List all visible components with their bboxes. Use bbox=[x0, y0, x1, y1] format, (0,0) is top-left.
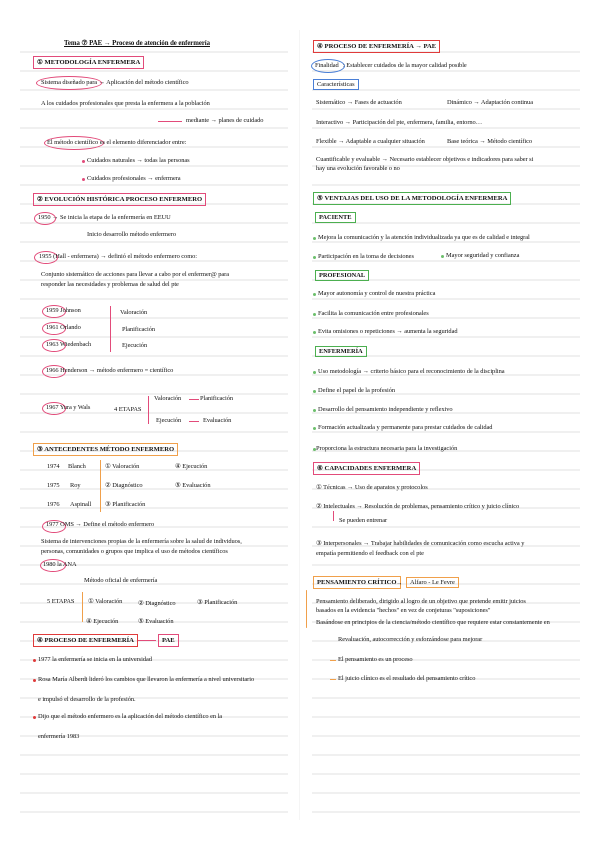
enfermeria-2: Define el papel de la profesión bbox=[318, 387, 396, 394]
pensamiento-4: Revaluación, autocorrección y esforzándose para mejorar bbox=[338, 636, 483, 643]
heading-metodologia: ① METODOLOGÍA ENFERMERA bbox=[33, 56, 144, 69]
pensamiento-6: El juicio clínico es el resultado del pensamiento crítico bbox=[338, 675, 476, 682]
s4-b2b: e impulsó el desarrollo de la profesión. bbox=[38, 696, 136, 703]
s2-line-4: Conjunto sistemático de acciones para llevar a cabo por el enfermer@ para bbox=[41, 271, 230, 278]
car-1a: Sistemático → Fases de actuación bbox=[316, 99, 402, 106]
sub-profesional: PROFESIONAL bbox=[315, 270, 369, 281]
s2-line-7: 1967 Yura y Wals bbox=[46, 404, 91, 411]
bullet bbox=[313, 293, 316, 296]
s2-line-6: 1966 Henderson → método enfermero = científico bbox=[46, 367, 174, 374]
bullet bbox=[33, 659, 36, 662]
ant-row-2-a: ② Diagnóstico bbox=[105, 482, 143, 489]
paciente-3: Mayor seguridad y confianza bbox=[446, 252, 520, 259]
s2-line-1: 1950 → Se inicia la etapa de la enfermería en EEUU bbox=[38, 214, 171, 221]
bracket bbox=[148, 396, 149, 424]
bullet bbox=[441, 255, 444, 258]
bullet bbox=[82, 178, 85, 181]
caracteristicas-label: Características bbox=[313, 79, 359, 90]
pae-tag: PAE bbox=[158, 634, 179, 647]
capacidad-2: ② Intelectuales → Resolución de problemas, pensamiento crítico y juicio clínico bbox=[316, 503, 520, 510]
autor-tag: Alfaro - Le Fevre bbox=[406, 577, 459, 588]
enfermeria-1: Uso metodología → criterio básico para el reconocimiento de la disciplina bbox=[318, 368, 505, 375]
s2-line-3: 1955 (Hall - enfermera) → definió el método enfermero como: bbox=[39, 253, 197, 260]
s4-b1: 1977 la enfermería se inicia en la universidad bbox=[38, 656, 152, 663]
arrow: → bbox=[396, 580, 403, 587]
stage-5-2: ② Diagnóstico bbox=[138, 600, 176, 607]
sub-paciente: PACIENTE bbox=[315, 212, 356, 223]
pensamiento-1: Pensamiento deliberado, dirigido al logro de un objetivo que pretende emitir juicios bbox=[316, 598, 526, 605]
s1-line-5: Cuidados naturales → todas las personas bbox=[87, 157, 190, 164]
s1-line-3: mediante → planes de cuidado bbox=[186, 117, 264, 124]
bullet bbox=[82, 160, 85, 163]
bullet bbox=[313, 237, 316, 240]
heading-antecedentes: ③ ANTECEDENTES MÉTODO ENFERMERO bbox=[33, 443, 178, 456]
stage-evaluacion: Evaluación bbox=[203, 417, 232, 424]
s1-line-4: El método científico es el elemento diferenciador entre: bbox=[47, 139, 187, 146]
capacidad-2b: Se pueden entrenar bbox=[339, 517, 388, 524]
stage-5-3: ③ Planificación bbox=[197, 599, 238, 606]
finalidad-label: Finalidad bbox=[315, 62, 339, 69]
bullet bbox=[313, 313, 316, 316]
s3-line-1: Sistema de intervenciones propias de la enfermería sobre la salud de individuos, bbox=[41, 538, 242, 545]
s2-line-5: responder las necesidades y problemas de salud del pte bbox=[41, 281, 179, 288]
bullet bbox=[313, 409, 316, 412]
profesional-1: Mayor autonomía y control de nuestra práctica bbox=[318, 290, 436, 297]
bullet bbox=[33, 716, 36, 719]
ana-line: 1980 la ANA bbox=[43, 561, 77, 568]
stage-ejecucion: Ejecución bbox=[156, 417, 182, 424]
ant-row-2-year: 1975 bbox=[47, 482, 60, 489]
heading-proceso-right: ④ PROCESO DE ENFERMERÍA → PAE bbox=[313, 40, 440, 53]
enfermeria-3: Desarrollo del pensamiento independiente y reflexivo bbox=[318, 406, 453, 413]
car-3a: Flexible → Adaptable a cualquier situación bbox=[316, 138, 425, 145]
pink-dash bbox=[189, 421, 199, 422]
car-4: Cuantificable y evaluable → Necesario establecer objetivos e indicadores para saber si bbox=[316, 156, 534, 163]
connector bbox=[333, 511, 334, 521]
heading-pensamiento: PENSAMIENTO CRÍTICO bbox=[313, 576, 401, 589]
stage-valoracion: Valoración bbox=[154, 395, 182, 402]
etapas-5-label: 5 ETAPAS bbox=[47, 598, 75, 605]
ant-row-2-author: Roy bbox=[70, 482, 81, 489]
profesional-2: Facilita la comunicación entre profesionales bbox=[318, 310, 429, 317]
bullet bbox=[313, 331, 316, 334]
s1-line-1: Sistema diseñado para → Aplicación del método científico bbox=[41, 79, 189, 86]
paciente-2: Participación en la toma de decisiones bbox=[318, 253, 414, 260]
ant-row-1-b: ④ Ejecución bbox=[175, 463, 208, 470]
stage-5-1: ① Valoración bbox=[88, 598, 123, 605]
bracket bbox=[100, 460, 101, 512]
theorist-3-phase: Ejecución bbox=[122, 342, 148, 349]
s1-line-2: A los cuidados profesionales que presta la enfermera a la población bbox=[41, 100, 210, 107]
heading-capacidades: ⑥ CAPACIDADES ENFERMERA bbox=[313, 462, 420, 475]
capacidad-3b: empatía permitiendo el feedback con el pte bbox=[316, 550, 424, 557]
theorist-1-phase: Valoración bbox=[120, 309, 148, 316]
s2-line-2: Inicio desarrollo método enfermero bbox=[87, 231, 176, 238]
s4-b3b: enfermería 1983 bbox=[38, 733, 80, 740]
ant-row-3-year: 1976 bbox=[47, 501, 60, 508]
pensamiento-5: El pensamiento es un proceso bbox=[338, 656, 413, 663]
car-1b: Dinámico → Adaptación continua bbox=[447, 99, 533, 106]
stage-5-4: ④ Ejecución bbox=[86, 618, 119, 625]
heading-ventajas: ⑤ VENTAJAS DEL USO DE LA METODOLOGÍA ENFERMERA bbox=[313, 192, 511, 205]
theorist-1: 1959 Johnson bbox=[46, 307, 81, 314]
bullet bbox=[313, 256, 316, 259]
stage-5-5: ⑤ Evaluación bbox=[138, 618, 174, 625]
pink-arrow bbox=[138, 640, 156, 641]
capacidad-3: ③ Interpersonales → Trabajar habilidades de comunicación como escucha activa y bbox=[316, 540, 525, 547]
enfermeria-4: Formación actualizada y permanente para prestar cuidados de calidad bbox=[318, 424, 493, 431]
enfermeria-5: Proporciona la estructura necesaria para la investigación bbox=[316, 445, 458, 452]
ant-row-1-year: 1974 bbox=[47, 463, 60, 470]
ant-row-3-author: Aspinall bbox=[70, 501, 92, 508]
orange-dash bbox=[330, 679, 336, 680]
bracket bbox=[306, 590, 307, 628]
ant-row-1-a: ① Valoración bbox=[105, 463, 140, 470]
oficial-line: Método oficial de enfermería bbox=[84, 577, 158, 584]
orange-dash bbox=[330, 660, 336, 661]
heading-evolucion: ② EVOLUCIÓN HISTÓRICA PROCESO ENFERMERO bbox=[33, 193, 206, 206]
s4-b2: Rosa María Alberdi lideró los cambios que llevaron la enfermería a nivel universitario bbox=[38, 676, 255, 683]
bullet bbox=[313, 390, 316, 393]
bracket bbox=[110, 306, 111, 352]
car-3b: Base teórica → Método científico bbox=[447, 138, 532, 145]
car-2: Interactivo → Participación del pte, enfermera, familia, entorno… bbox=[316, 119, 483, 126]
s1-line-6: Cuidados profesionales → enfermera bbox=[87, 175, 181, 182]
pink-dash bbox=[158, 121, 182, 122]
finalidad-text: : Establecer cuidados de la mayor calidad posible bbox=[343, 62, 467, 69]
page-title: Tema ⑦ PAE → Proceso de atención de enfermería bbox=[64, 40, 210, 47]
s3-line-2: personas, comunidades o grupos que implica el uso de métodos científicos bbox=[41, 548, 228, 555]
stage-planificacion: Planificación bbox=[200, 395, 234, 402]
s4-b3: Dijo que el método enfermero es la aplicación del método científico en la bbox=[38, 713, 223, 720]
ant-row-1-author: Blanch bbox=[68, 463, 86, 470]
sub-enfermeria: ENFERMERÍA bbox=[315, 346, 367, 357]
bracket bbox=[82, 592, 83, 622]
theorist-2-phase: Planificación bbox=[122, 326, 156, 333]
bullet bbox=[313, 427, 316, 430]
ant-row-3-a: ③ Planificación bbox=[105, 501, 146, 508]
pensamiento-3: Basándose en principios de la ciencia/método científico que requiere estar constantemente en bbox=[316, 619, 550, 626]
theorist-2: 1961 Orlando bbox=[46, 324, 81, 331]
ant-row-2-b: ⑤ Evaluación bbox=[175, 482, 211, 489]
capacidad-1: ① Técnicas → Uso de aparatos y protocolos bbox=[316, 484, 428, 491]
profesional-3: Evita omisiones o repeticiones → aumenta la seguridad bbox=[318, 328, 458, 335]
bullet bbox=[313, 371, 316, 374]
bullet bbox=[33, 679, 36, 682]
pink-dash bbox=[189, 399, 199, 400]
pensamiento-2: basados en la evidencia "hechos" en vez de conjeturas "suposiciones" bbox=[316, 607, 491, 614]
etapas-4-label: 4 ETAPAS bbox=[114, 406, 142, 413]
car-4b: hay una evolución favorable o no bbox=[316, 165, 400, 172]
paciente-1: Mejora la comunicación y la atención individualizada ya que es de calidad e integral bbox=[318, 234, 530, 241]
oms-line: 1977 OMS → Define el método enfermero bbox=[46, 521, 155, 528]
heading-proceso-left: ④ PROCESO DE ENFERMERÍA bbox=[33, 634, 138, 647]
theorist-3: 1963 Wiedenbach bbox=[46, 341, 92, 348]
